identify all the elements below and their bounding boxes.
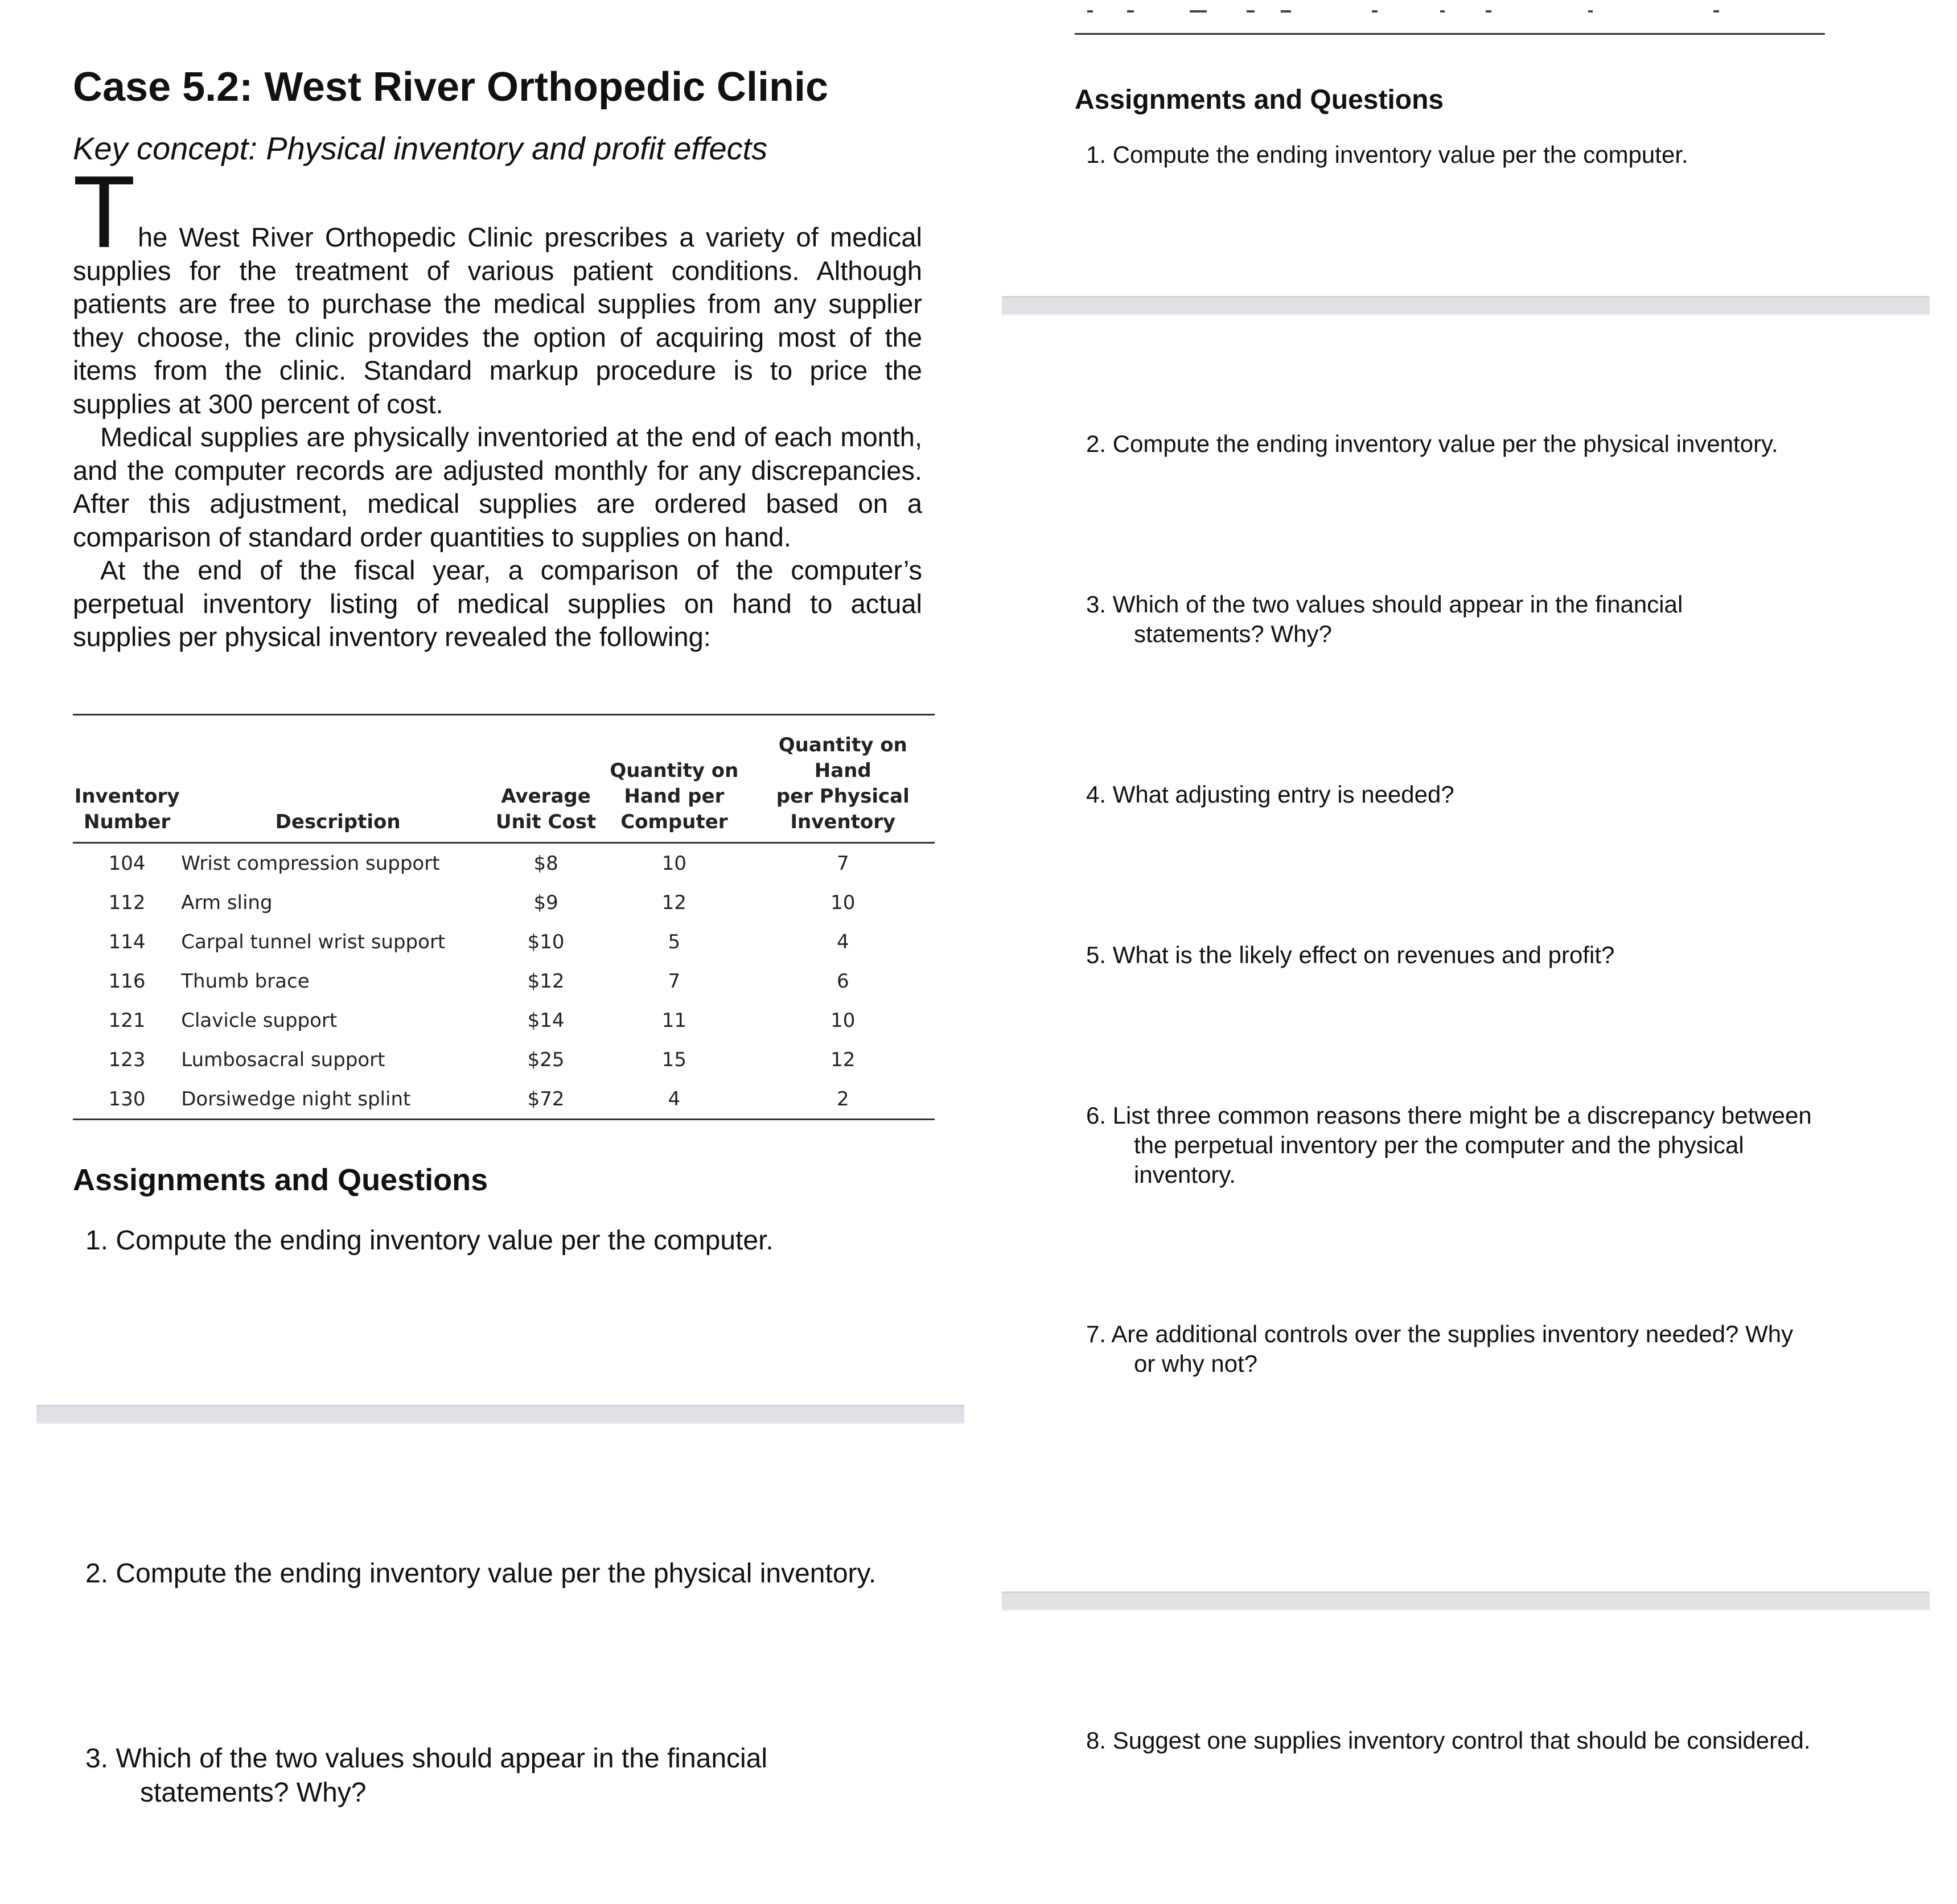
header-description: Description: [275, 811, 401, 833]
question-text-continued: statements? Why?: [1134, 620, 1332, 647]
question-number: 2.: [1086, 430, 1107, 457]
table-row: [73, 922, 935, 961]
question-number: 6.: [1086, 1102, 1107, 1129]
intro-paragraph-3: At the end of the fiscal year, a comparison of the computer’s perpetual inventory listing of medical supplies on hand to actual supplies per physical inventory revealed the following:: [73, 555, 922, 652]
question-text-continued: the perpetual inventory per the computer and the physical: [1134, 1132, 1744, 1158]
cell-qty-computer: 7: [668, 969, 681, 993]
cell-number: 130: [108, 1087, 146, 1111]
cell-qty-physical: 6: [836, 969, 849, 993]
cell-description: Lumbosacral support: [181, 1048, 385, 1071]
cropped-text-fragment: [1076, 5, 1816, 18]
cell-qty-physical: 2: [836, 1087, 849, 1111]
question-text: Suggest one supplies inventory control that should be considered.: [1112, 1727, 1811, 1754]
cell-number: 114: [108, 930, 146, 953]
question-number: 4.: [1086, 781, 1107, 808]
question-number: 8.: [1086, 1727, 1107, 1754]
left-question-3: [85, 1742, 767, 1810]
left-page-divider: [36, 1405, 964, 1424]
right-question-2: [1086, 429, 1778, 459]
question-number: 1.: [85, 1226, 109, 1256]
cell-cost: $14: [527, 1009, 565, 1032]
left-question-1: [85, 1224, 774, 1258]
right-question-3: [1086, 590, 1683, 649]
cell-qty-physical: 10: [831, 1009, 856, 1032]
left-question-2: [85, 1557, 876, 1591]
inventory-table-container: [73, 714, 935, 1120]
drop-cap: T: [73, 155, 135, 269]
question-text: What adjusting entry is needed?: [1112, 781, 1454, 808]
cell-number: 121: [108, 1009, 146, 1032]
cell-qty-physical: 7: [836, 852, 849, 875]
cell-cost: $25: [527, 1048, 565, 1071]
question-text: List three common reasons there might be a discrepancy between: [1112, 1102, 1812, 1129]
table-row: [73, 1001, 935, 1040]
right-question-7: [1086, 1319, 1793, 1379]
cell-qty-computer: 15: [661, 1048, 686, 1071]
question-text: Compute the ending inventory value per the physical inventory.: [1112, 430, 1778, 457]
question-text: Are additional controls over the supplies inventory needed? Why: [1111, 1321, 1794, 1347]
right-page-divider: [1002, 296, 1930, 315]
cell-description: Carpal tunnel wrist support: [181, 930, 446, 953]
key-concept-subtitle: Key concept: Physical inventory and profit effects: [73, 130, 768, 166]
cell-number: 104: [108, 852, 146, 875]
intro-paragraph-1-text: he West River Orthopedic Clinic prescribes a variety of medical supplies for the treatment of various patient conditions. Although patients are free to purchase the medical supplies from any supplier they choose, the clinic provides the option of acquiring most of the items from the clinic. Standard markup procedure is to price the supplies at 300 percent of cost.: [73, 222, 922, 419]
right-question-4: [1086, 780, 1454, 809]
cell-qty-computer: 10: [661, 852, 686, 875]
cell-qty-physical: 12: [831, 1048, 856, 1071]
question-number: 3.: [85, 1743, 109, 1774]
question-text: Compute the ending inventory value per the computer.: [116, 1226, 774, 1256]
right-assignments-heading: Assignments and Questions: [1075, 85, 1444, 115]
question-number: 7.: [1086, 1321, 1107, 1347]
cell-cost: $12: [527, 969, 565, 993]
case-intro: [73, 155, 922, 654]
question-text: Compute the ending inventory value per the physical inventory.: [116, 1558, 877, 1589]
intro-paragraph-2: Medical supplies are physically inventoried at the end of each month, and the computer records are adjusted monthly for any discrepancies. After this adjustment, medical supplies are ordered based on a comparison of standard order quantities to supplies on hand.: [73, 422, 922, 552]
cell-qty-physical: 10: [831, 891, 856, 914]
header-qty-physical: Quantity on Hand per Physical Inventory: [776, 734, 910, 833]
question-text: Compute the ending inventory value per the computer.: [1112, 141, 1688, 168]
cell-qty-computer: 4: [668, 1087, 681, 1111]
cell-description: Arm sling: [181, 891, 273, 914]
question-text: Which of the two values should appear in the financial: [1112, 591, 1683, 618]
question-text-continued: or why not?: [1134, 1350, 1258, 1377]
cell-qty-computer: 11: [661, 1009, 686, 1032]
header-unit-cost: Average Unit Cost: [495, 785, 597, 833]
cell-cost: $8: [533, 852, 558, 875]
header-inventory-number: Inventory Number: [74, 785, 180, 833]
right-page-divider: [1002, 1592, 1930, 1611]
intro-paragraph-1: [73, 155, 922, 421]
question-number: 5.: [1086, 941, 1107, 968]
question-number: 2.: [85, 1558, 109, 1589]
cell-number: 116: [108, 969, 146, 993]
right-question-8: [1086, 1726, 1811, 1755]
right-question-6: [1086, 1101, 1812, 1190]
header-qty-computer: Quantity on Hand per Computer: [610, 759, 739, 833]
inventory-table: [73, 714, 935, 1120]
left-assignments-heading: Assignments and Questions: [73, 1163, 488, 1197]
top-rule: [1075, 33, 1825, 35]
cell-cost: $72: [527, 1087, 565, 1111]
question-text-continued: inventory.: [1134, 1161, 1236, 1188]
question-text: Which of the two values should appear in the financial: [116, 1743, 768, 1774]
table-row: [73, 843, 935, 883]
right-question-1: [1086, 140, 1688, 170]
table-row: [73, 1079, 935, 1120]
question-text: What is the likely effect on revenues and profit?: [1112, 941, 1615, 968]
cell-qty-computer: 5: [668, 930, 681, 953]
cell-description: Thumb brace: [181, 969, 310, 993]
table-header-row: [73, 715, 935, 843]
case-title: Case 5.2: West River Orthopedic Clinic: [73, 64, 829, 110]
table-row: [73, 961, 935, 1001]
cell-description: Dorsiwedge night splint: [181, 1087, 411, 1111]
right-question-5: [1086, 940, 1614, 970]
question-number: 3.: [1086, 591, 1107, 618]
cell-cost: $9: [533, 891, 558, 914]
cell-description: Clavicle support: [181, 1009, 338, 1032]
cell-qty-physical: 4: [836, 930, 849, 953]
question-number: 1.: [1086, 141, 1107, 168]
cell-number: 112: [108, 891, 146, 914]
cell-cost: $10: [527, 930, 565, 953]
cell-number: 123: [108, 1048, 146, 1071]
cell-description: Wrist compression support: [181, 852, 440, 875]
cell-qty-computer: 12: [661, 891, 686, 914]
table-row: [73, 1040, 935, 1079]
table-row: [73, 883, 935, 922]
question-text-continued: statements? Why?: [140, 1778, 367, 1808]
